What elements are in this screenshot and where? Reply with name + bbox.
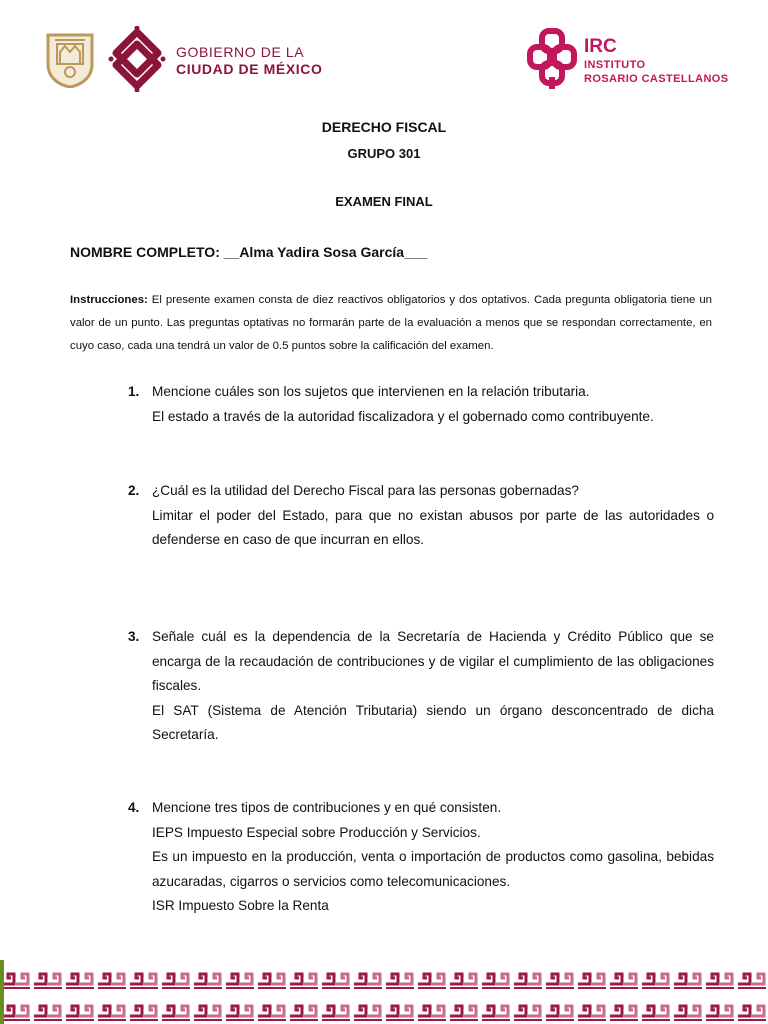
instructions-text: El presente examen consta de diez reactivos obligatorios y dos optativos. Cada pregunta obligatoria tiene un valor de un punto. Las preguntas optativas no formarán parte de la evaluación a menos que se respondan correctamente, en cuyo caso, cada una tendrá un valor de 0.5 puntos sobre la calificación del examen. [70, 294, 712, 352]
cdmx-logo-icon [108, 26, 166, 92]
instructions-label: Instrucciones: [70, 294, 148, 306]
question-text: ¿Cuál es la utilidad del Derecho Fiscal para las personas gobernadas? [152, 483, 579, 498]
question-number: 4. [128, 800, 140, 815]
irc-name-line1: INSTITUTO [584, 59, 646, 71]
document-group: GRUPO 301 [347, 146, 421, 161]
question-3 [128, 625, 714, 748]
answer-text: ISR Impuesto Sobre la Renta [152, 898, 329, 913]
answer-text: IEPS Impuesto Especial sobre Producción y Servicios. [152, 824, 481, 840]
irc-name-line2: ROSARIO CASTELLANOS [584, 73, 729, 85]
question-number: 3. [128, 629, 140, 644]
question-text: Mencione cuáles son los sujetos que intervienen en la relación tributaria. [152, 384, 590, 399]
question-number: 1. [128, 384, 140, 399]
answer-text: El estado a través de la autoridad fiscalizadora y el gobernado como contribuyente. [152, 408, 654, 424]
question-text: Señale cuál es la dependencia de la Secretaría de Hacienda y Crédito Público que se encarga de la recaudación de contribuciones y de vigilar el cumplimiento de las obligaciones fiscales. [152, 629, 714, 693]
question-text: Mencione tres tipos de contribuciones y en qué consisten. [152, 800, 502, 815]
page-header [0, 0, 768, 110]
decorative-greca-border [0, 960, 768, 1024]
answer-text: El SAT (Sistema de Atención Tributaria) siendo un órgano desconcentrado de dicha Secretaría. [152, 702, 714, 742]
instructions-paragraph [70, 289, 712, 358]
cdmx-logo-text [176, 44, 323, 78]
answer-text: Limitar el poder del Estado, para que no existan abusos por parte de las autoridades o defenderse en caso de que incurran en ellos. [152, 507, 714, 547]
student-name-line: NOMBRE COMPLETO: __Alma Yadira Sosa García___ [70, 244, 428, 260]
document-subject: DERECHO FISCAL [321, 119, 447, 135]
question-number: 2. [128, 483, 140, 498]
cdmx-coat-of-arms-icon [45, 32, 95, 88]
cdmx-line1: GOBIERNO DE LA [176, 44, 305, 60]
cdmx-line2: CIUDAD DE MÉXICO [176, 61, 323, 77]
document-exam-title: EXAMEN FINAL [335, 194, 433, 209]
irc-logo-text [584, 36, 729, 86]
question-1 [128, 380, 714, 429]
irc-logo-icon [526, 27, 578, 89]
question-4 [128, 796, 714, 919]
question-2 [128, 479, 714, 553]
irc-abbr: IRC [584, 36, 617, 57]
answer-text: Es un impuesto en la producción, venta o importación de productos como gasolina, bebidas azucaradas, cigarros o servicios como telecomunicaciones. [152, 849, 714, 889]
